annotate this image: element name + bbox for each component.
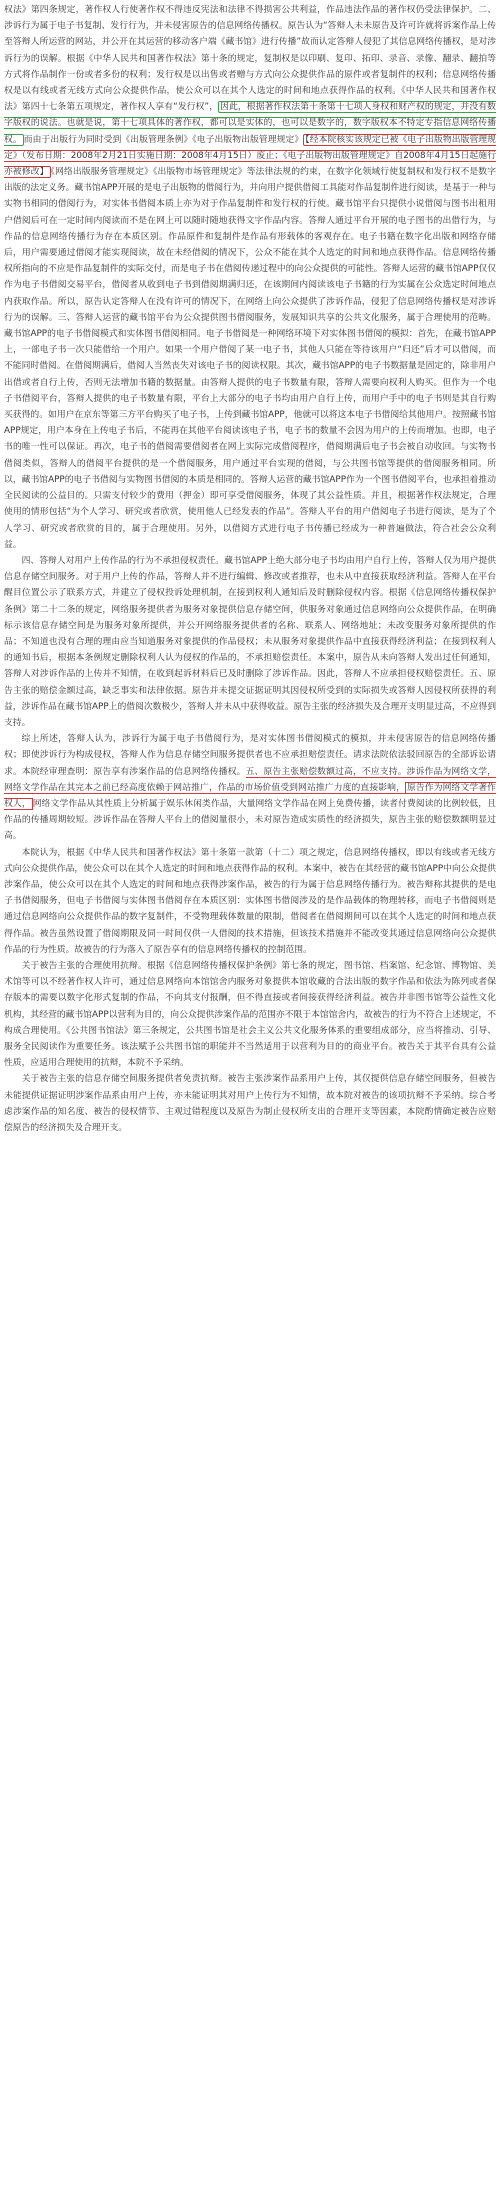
paragraph-text: 而由于出版行为同时受到《出版管理条例》《电子出版物出版管理规定》	[23, 134, 304, 145]
red-highlight-note: 【经本院核实该规定已被《电子出版物出版管理规定》（发布日期：2008年2月21日实施日期：2008年4月15日）废止；《电子出版物出版管理规定》自2008年4月15日起施行亦被修改】	[4, 134, 496, 178]
paragraph-text: 《网络出版服务管理规定》《出版物市场管理规定》等法律法规的约束，在数字化领域行使复制权和发行权不是数字出版的法定义务。藏书馆APP开展的是电子出版物的借阅行为，并向用户提供借阅工具能对作品复制件进行阅读，是基于一种与实物书相同的借阅行为，对实体书借阅本质上亦为对于作品复制件和发行权的行使。藏书馆平台只提供小说借阅与图书出租用户借阅后可在一定时间内阅读而不是在网上可以随时随地获得文字作品内容。答辩人通过平台开展的电子图书的出借行为，与作品的信息网络传播行为存在本质区别。作品原件和复制件是作品有形载体的客观存在。电子书籍在数字化出版和网络存储后，用户需要通过借阅才能实现阅读，故在未经借阅的情况下，公众不能在其个人选定的时间和地点获得作品。信息网络传播权所指向的不应是作品复制件的实际交付，而是电子书在借阅传递过程中的向公众提供的可能性。答辩人运营的藏书馆APP仅仅作为电子书借阅交易平台，借阅者从收到电子书到借阅期满归还，在该期间内阅读该电子书籍的行为实属在公众选定时间地点内获取作品。所以，原告认定答辩人在没有许可的情况下，在网络上向公众提供了涉诉作品，侵犯了信息网络传播权是对涉诉行为的误解。三、答辩人运营的藏书馆平台为公众提供图书借阅服务，发展知识共享的公共文化服务，属于合理使用的范畴。藏书馆APP的电子书借阅模式和实体图书借阅相同。电子书借阅是一种网络环境下对实体图书借阅的模拟：首先，在藏书馆APP上，一部电子书一次只能借给一个用户。如果一个用户借阅了某一电子书，其他人只能在等待该用户“归还”后才可以借阅，而不能同时借阅。在借阅期满后，借阅人当然丧失对该电子书的阅读权限。其次，藏书馆APP的电子书数据量是固定的，除非用户出借或者自行上传，否则无法增加书籍的数据量。由答辩人提供的电子书数量有限，答辩人需要向权利人购买。但作为一个电子书借阅平台，答辩人提供的电子书数量有限，平台上大部分的电子书均由用户自行上传，而用户手中的电子书则是其自行购买获得的。如用户在京东等第三方平台购买了电子书，上传到藏书馆APP，他就可以将这本电子书借阅给其他用户。按照藏书馆APP规定，用户本身在上传电子书后，不能再在其他平台阅读该电子书，电子书的数量不会因为用户的上传而增加。也即，电子书的唯一性可以保证。再次，电子书的借阅需要借阅者在网上实际完成借阅程序，借阅期满后电子书会被自动收回。与实物书借阅类似，答辩人的借阅平台提供的是一个借阅服务，用户通过平台实现的借阅，与公共图书馆等提供的借阅服务相同。所以，藏书馆APP的电子书借阅与实物图书借阅的本质是相同的。答辩人运营的藏书馆APP作为一个图书借阅平台，也承担着推动全民阅读的公益目的。只需支付较少的费用（押金）即可享受借阅服务，体现了其公益性质。并且，根据著作权法规定，合理使用的情形包括“为个人学习、研究或者欣赏，使用他人已经发表的作品”。答辩人平台的用户借阅电子书进行阅读，是为了个人学习、研究或者欣赏的目的，属于合理使用。另外，以借阅方式进行电子书传播已经成为一种普遍做法，符合社会公众利益。	[4, 167, 496, 550]
red-underlined-passage: 五、原告主张赔偿数额过高，不应支持。涉诉作品为网络文学，网络文学作品在其完本之前已经高度依赖于网站推广，作品的市场价值受到网站推广力度的直接影响，	[4, 766, 496, 793]
paragraph-text: 网络文学作品从其性质上分析属于娱乐休闲类作品，大量网络文学作品在网上免费传播，读者付费阅读的比例较低，且作品的传播周期较短。涉诉作品在答辩人平台上的借阅量很小，未对原告造成实质性的经济损失，原告主张的赔偿数额明显过高。	[4, 798, 496, 842]
green-highlight-note: 因此，根据著作权法第十条第十七项人身权和财产权的规定，并没有数字版权的说法。也就是说，第十七项具体的著作权，都可以是实体的，也可以是数字的，数字版权本不特定专指信息网络传播权。	[4, 102, 496, 145]
paragraph-text: 综上所述，答辩人认为，涉诉行为属于电子书借阅行为，是对实体图书借阅模式的模拟，并未侵害原告的信息网络传播权；即使涉诉行为构成侵权，答辩人作为信息存储空间服务提供者也不应承担赔偿责任。请求法院依法驳回原告的全部诉讼请求。本院经审理查明：原告享有涉案作品的信息网络传播权。	[4, 734, 496, 777]
document-paragraph	[4, 731, 496, 844]
document-paragraph	[4, 2, 496, 553]
document-paragraph: 本院认为，根据《中华人民共和国著作权法》第十条第一款第（十二）项之规定，信息网络传播权，即以有线或者无线方式向公众提供作品，使公众可以在其个人选定的时间和地点获得作品的权利。本案中，被告在其经营的藏书馆APP中向公众提供涉案作品，使公众可以在其个人选定的时间和地点获得涉案作品，被告的行为属于信息网络传播行为。被告辩称其提供的是电子书借阅服务，但电子书借阅与实体图书借阅存在本质区别：实体图书借阅涉及的是作品载体的物理转移，而电子书借阅则是通过信息网络向公众提供作品的数字复制件，不受物理载体数量的限制，借阅者在借阅期间可以在其个人选定的时间和地点获得作品。被告虽然设置了借阅期限及同一时间仅供一人借阅的技术措施，但该技术措施并不能改变其通过信息网络向公众提供作品的行为性质。故被告的行为落入了原告享有的信息网络传播权的控制范围。	[4, 847, 496, 955]
red-boxed-passage: 原告作为网络文学著作权人，	[4, 782, 496, 809]
paragraph-text: 权法》第四条规定，著作权人行使著作权不得违反宪法和法律不得损害公共利益，作品违法作品的著作权仍受法律保护。二、涉诉行为属于电子书复制、发行行为，并未侵害原告的信息网络传播权。原告认为“答辩人未未原告及许可许就将诉案作品上传至答辩人所运营的网站，并公开在其运营的移动客户端《藏书馆》进行传播”故而认定答辩人侵犯了其信息网络传播权，是对涉诉行为的误解。根据《中华人民共和国著作权法》第十条的规定，复制权是以印刷、复印、拓印、录音、录像、翻录、翻拍等方式将作品制作一份或者多份的权利；发行权是以出售或者赠与方式向公众提供作品的原件或者复制件的权利；信息网络传播权是以有线或者无线方式向公众提供作品，使公众可以在其个人选定的时间和地点获得作品的权利。《中华人民共和国著作权法》第四十七条第五项规定，著作权人享有“发行权”，	[4, 5, 496, 113]
document-paragraph: 关于被告主张的合理使用抗辩。根据《信息网络传播权保护条例》第七条的规定，图书馆、档案馆、纪念馆、博物馆、美术馆等可以不经著作权人许可，通过信息网络向本馆馆舍内服务对象提供本馆收藏的合法出版的数字作品和依法为陈列或者保存版本的需要以数字化形式复制的作品，不向其支付报酬，但不得直接或者间接获得经济利益。被告并非图书馆等公益性文化机构，其经营的藏书馆APP以营利为目的，向公众提供涉案作品的范围亦不限于本馆馆舍内，故被告的行为不符合上述规定，不构成合理使用。《公共图书馆法》第三条规定，公共图书馆是社会主义公共文化服务体系的重要组成部分，应当将推动、引导、服务全民阅读作为重要任务。该法赋予公共图书馆的职能并不当然适用于以营利为目的的商业平台。被告关于其平台具有公益性质，应适用合理使用的抗辩，本院不予采纳。	[4, 960, 496, 1069]
document-paragraph: 四、答辩人对用户上传作品的行为不承担侵权责任。藏书馆APP上绝大部分电子书均由用户自行上传，答辩人仅为用户提供信息存储空间服务。对于用户上传的作品，答辩人并不进行编辑、修改或者推荐，也未从中直接获取经济利益。答辩人在平台醒目位置公示了联系方式，并建立了侵权投诉处理机制，在接到权利人通知后及时删除侵权内容。根据《信息网络传播权保护条例》第二十二条的规定，网络服务提供者为服务对象提供信息存储空间，供服务对象通过信息网络向公众提供作品，在明确标示该信息存储空间是为服务对象所提供，并公开网络服务提供者的名称、联系人、网络地址；未改变服务对象所提供的作品；不知道也没有合理的理由应当知道服务对象提供的作品侵权；未从服务对象提供作品中直接获得经济利益；在接到权利人的通知书后，根据本条例规定删除权利人认为侵权的作品的，不承担赔偿责任。本案中，原告从未向答辩人发出过任何通知，答辩人对涉诉作品的上传并不知情，在收到起诉材料后已及时删除了涉诉作品。因此，答辩人不应承担侵权赔偿责任。五、原告主张的赔偿金额过高，缺乏事实和法律依据。原告并未提交证据证明其因侵权所受到的实际损失或答辩人因侵权所获得的利益，涉诉作品在藏书馆APP上的借阅次数极少，答辩人并未从中获得收益。原告主张的经济损失及合理开支明显过高，不应得到支持。	[4, 555, 496, 728]
document-paragraph: 关于被告主张的信息存储空间服务提供者免责抗辩。被告主张涉案作品系用户上传，其仅提供信息存储空间服务，但被告未能提供证据证明涉案作品系由用户上传，亦未能证明其对用户上传行为不知情，故本院对被告的该项抗辩不予采纳。综合考虑涉案作品的知名度、被告的侵权情节、主观过错程度以及原告为制止侵权所支出的合理开支等因素，本院酌情确定被告应赔偿原告的经济损失及合理开支。	[4, 1074, 496, 1134]
